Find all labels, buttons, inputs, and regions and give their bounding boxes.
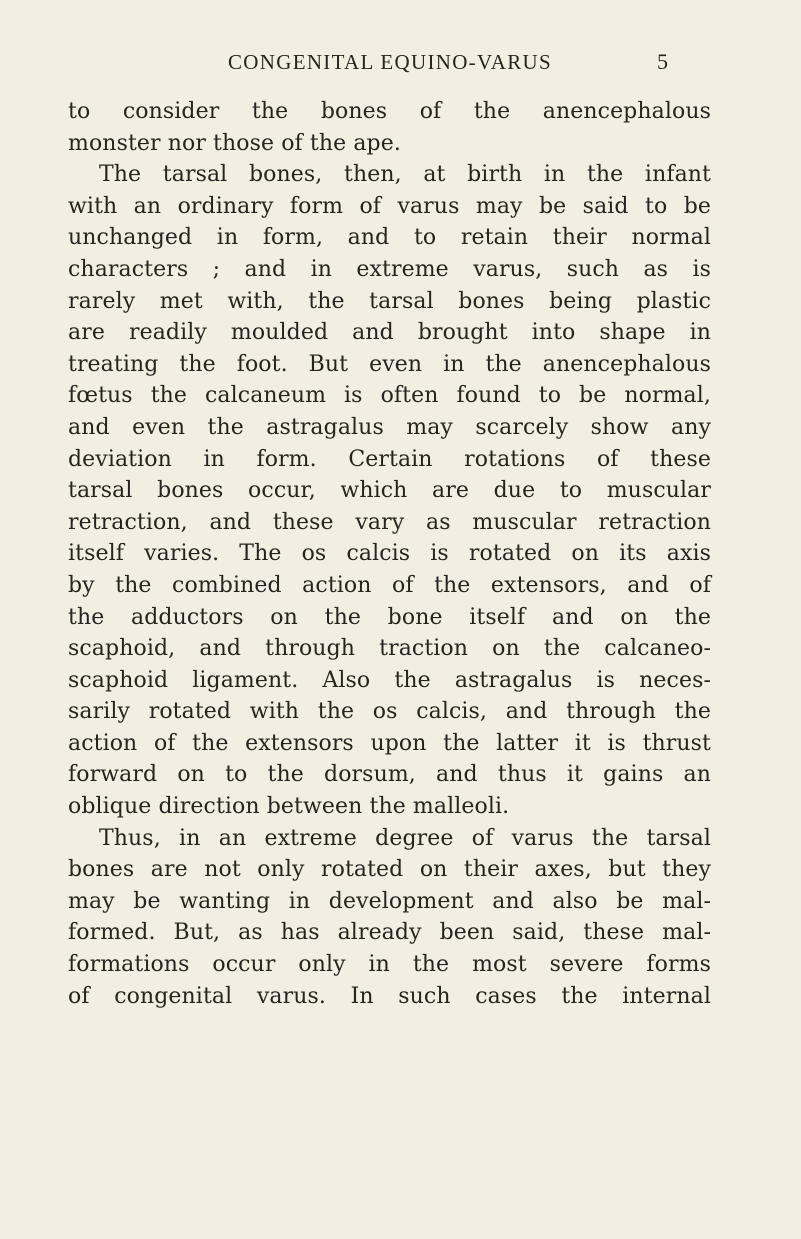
text-line: treating the foot. But even in the anencephalous xyxy=(68,351,711,377)
text-line: forward on to the dorsum, and thus it gains an xyxy=(68,762,711,788)
text-line: rarely met with, the tarsal bones being plastic xyxy=(68,288,711,314)
body-text xyxy=(68,96,711,1012)
text-line: of congenital varus. In such cases the internal xyxy=(68,983,711,1009)
text-line: deviation in form. Certain rotations of these xyxy=(68,446,711,472)
text-line: are readily moulded and brought into shape in xyxy=(68,320,711,346)
text-line: action of the extensors upon the latter it is thrust xyxy=(68,730,711,756)
text-line: scaphoid ligament. Also the astragalus is neces- xyxy=(68,667,711,693)
running-head-title: CONGENITAL EQUINO-VARUS xyxy=(228,50,552,74)
text-line: scaphoid, and through traction on the calcaneo- xyxy=(68,636,711,662)
text-line: itself varies. The os calcis is rotated on its axis xyxy=(68,541,711,567)
text-line: sarily rotated with the os calcis, and through the xyxy=(68,699,711,725)
text-line: to consider the bones of the anencephalous xyxy=(68,99,711,124)
text-line: may be wanting in development and also be mal- xyxy=(68,888,711,914)
text-line: characters ; and in extreme varus, such as is xyxy=(68,256,711,282)
text-line: unchanged in form, and to retain their normal xyxy=(68,225,711,251)
page-number: 5 xyxy=(657,49,668,74)
text-line: by the combined action of the extensors, and of xyxy=(68,572,711,598)
text-line: formations occur only in the most severe forms xyxy=(68,952,711,978)
text-line: oblique direction between the malleoli. xyxy=(68,794,510,820)
text-line: formed. But, as has already been said, these mal- xyxy=(68,920,711,946)
text-line: fœtus the calcaneum is often found to be normal, xyxy=(68,383,711,409)
paragraph-start-line: Thus, in an extreme degree of varus the tarsal xyxy=(99,825,711,851)
text-line: and even the astragalus may scarcely show any xyxy=(68,414,711,440)
text-line: tarsal bones occur, which are due to muscular xyxy=(68,478,711,504)
text-line: the adductors on the bone itself and on the xyxy=(68,604,711,630)
text-line: retraction, and these vary as muscular retraction xyxy=(68,509,711,535)
text-line: monster nor those of the ape. xyxy=(68,130,401,156)
text-line: bones are not only rotated on their axes, but they xyxy=(68,857,711,883)
running-head xyxy=(0,50,801,90)
text-line: with an ordinary form of varus may be said to be xyxy=(68,193,711,219)
paragraph-start-line: The tarsal bones, then, at birth in the infant xyxy=(99,162,711,188)
